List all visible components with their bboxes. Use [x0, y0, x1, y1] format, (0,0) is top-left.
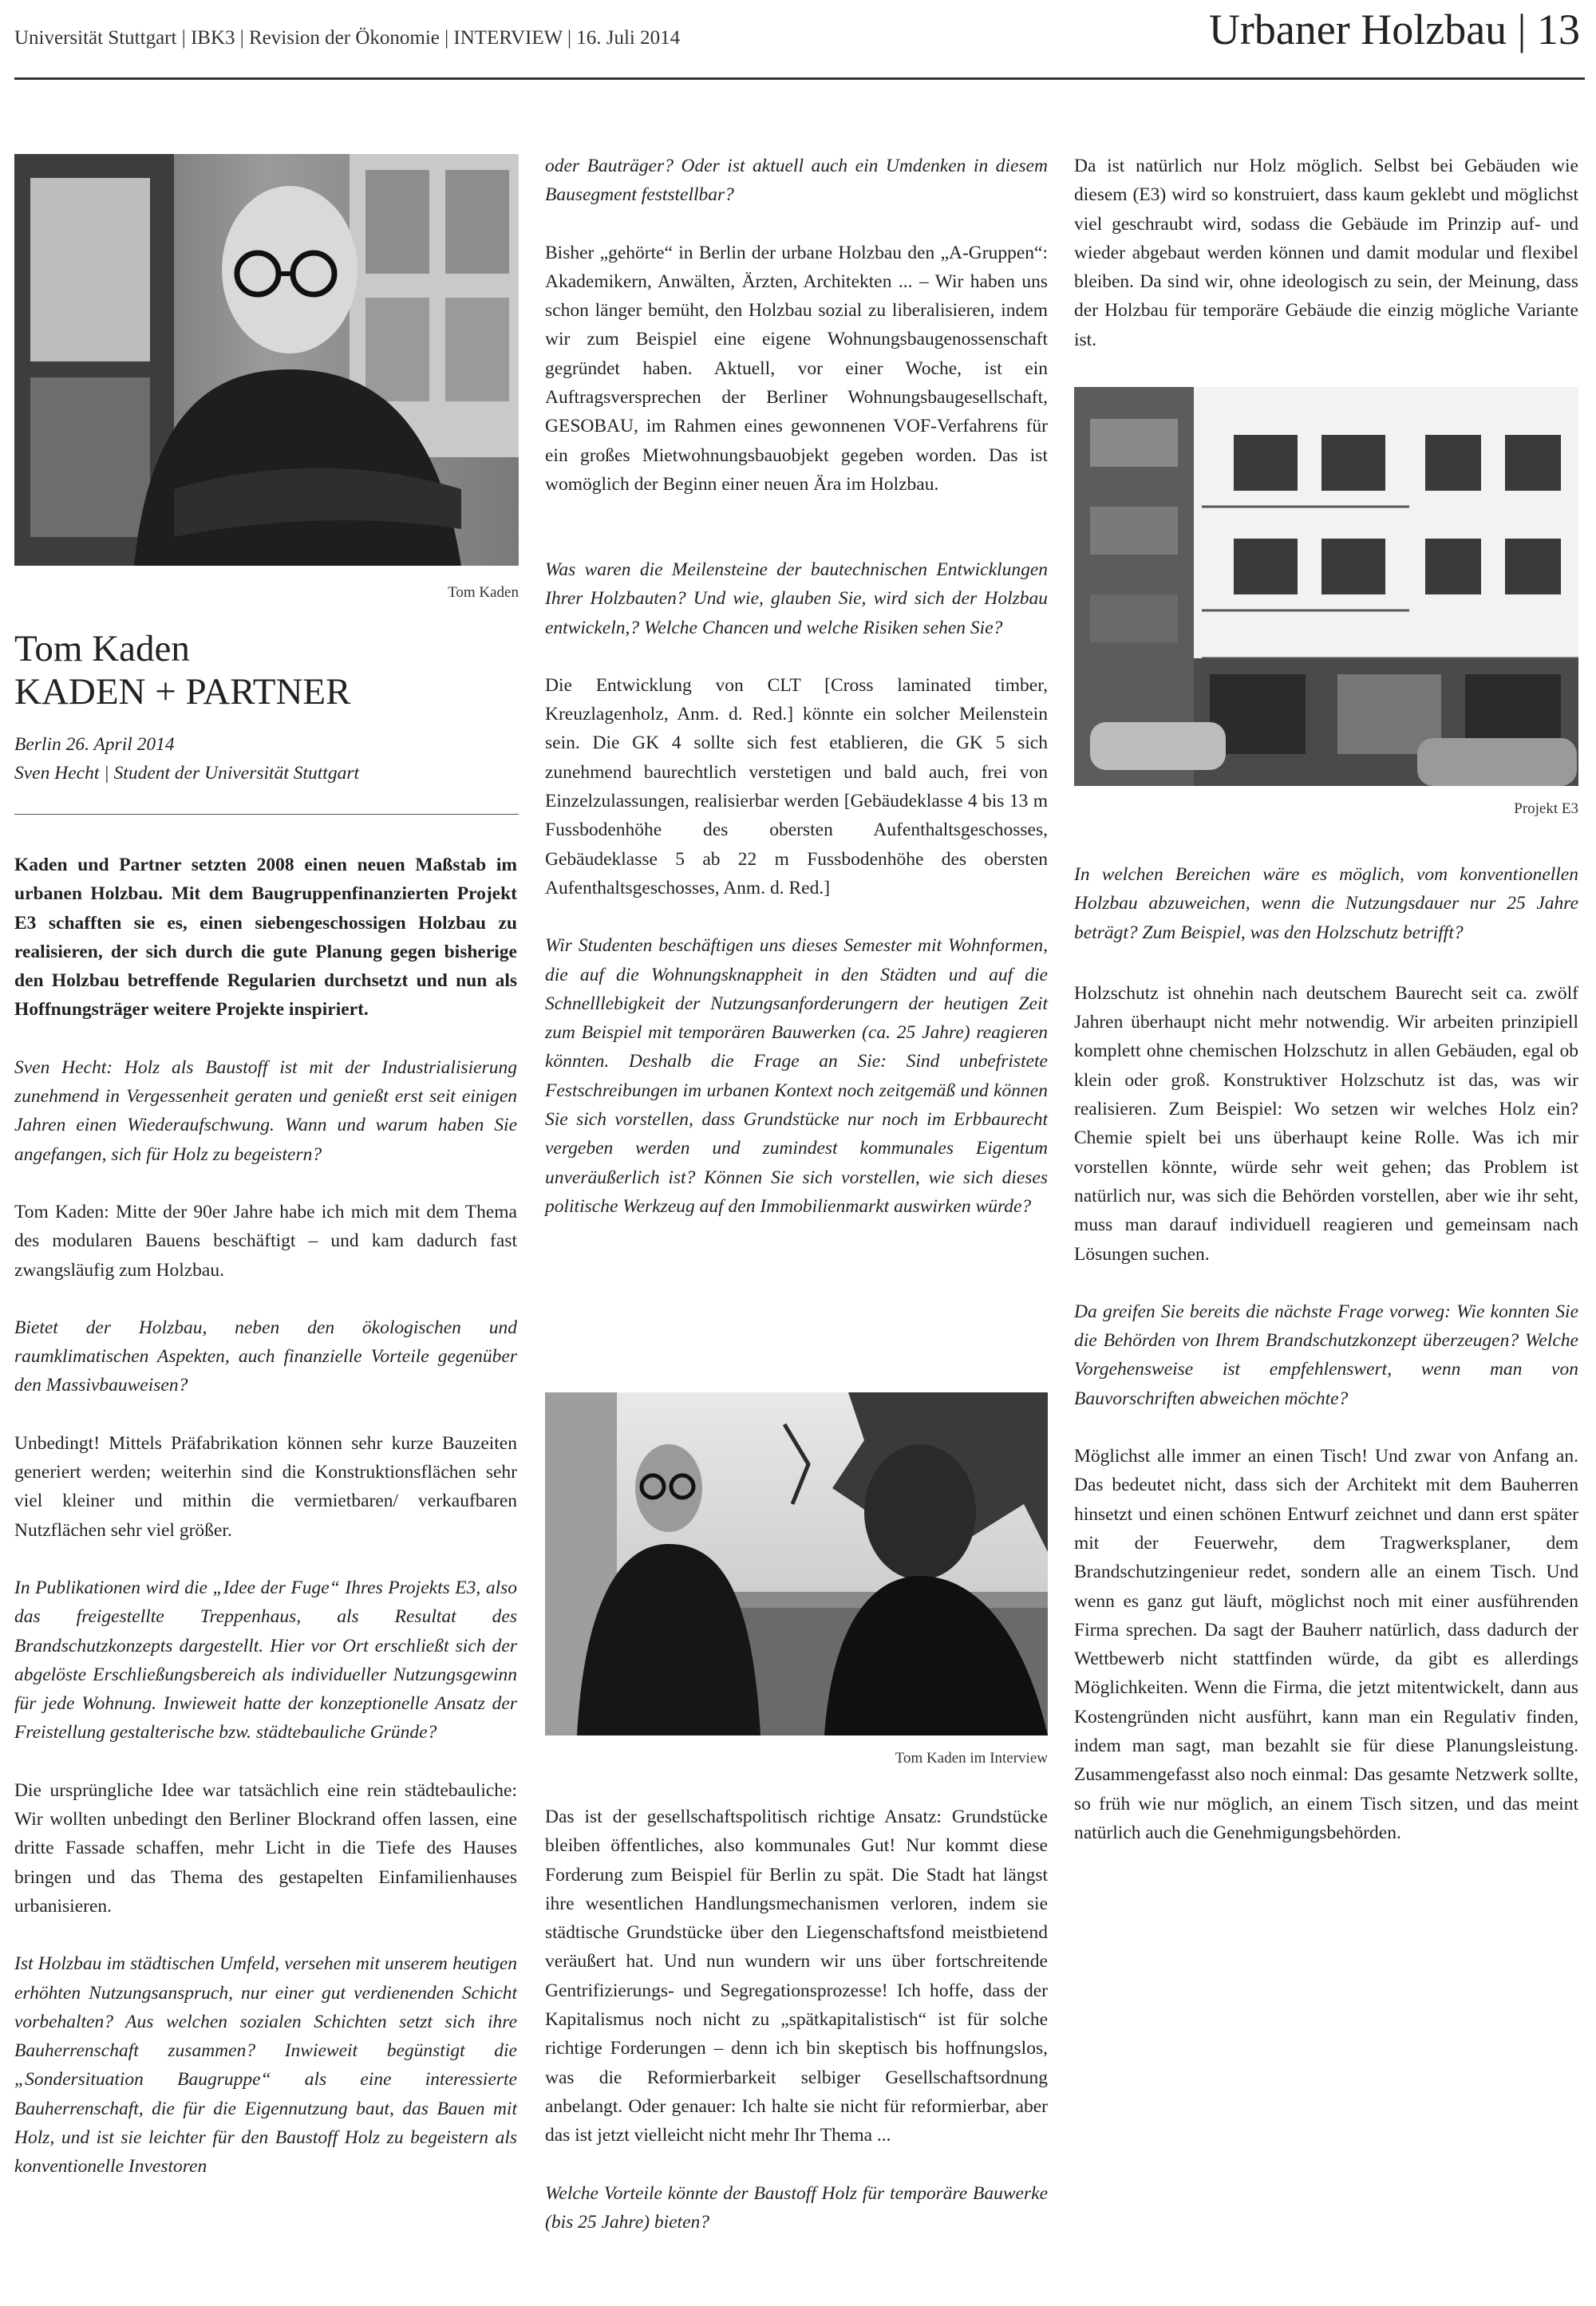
question-paragraph: In welchen Bereichen wäre es möglich, vom konventionellen Holzbau abzuweichen, wenn die Nutzungsdauer nur 25 Jahre beträgt? Zum Beispiel, was den Holzschutz betrifft?: [1074, 864, 1578, 943]
meta-rule: [14, 814, 519, 815]
question-paragraph: Welche Vorteile könnte der Baustoff Holz für temporäre Bauwerke (bis 25 Jahre) bieten?: [545, 2182, 1048, 2233]
answer-paragraph: Möglichst alle immer an einen Tisch! Und zwar von Anfang an. Das bedeutet nicht, dass sich der Architekt mit dem Bauherren hinsetzt und einen schönen Entwurf zeichnet und dann erst später mit der Feuerwehr, dem Tragwerksplaner, dem Brandschutzingenieur redet, sondern alle an einem Tisch. Und wenn es ganz gut läuft, möglichst noch mit einer ausführenden Firma sprechen. Da sagt der Bauherr natürlich, dass dadurch der Wettbewerb nicht stattfinden würde, da gibt es allerdings Möglichkeiten. Wenn die Firma, die jetzt mitentwickelt, dann aus Kostengründen nicht ausführt, kann man ein Regulativ finden, indem man sagt, man bezahlt sie für diese Planungsleistung. Zusammengefasst also noch einmal: Das gesamte Netzwerk sollte, so früh wie nur möglich, an einem Tisch sitzen, und das meint natürlich auch die Genehmigungsbehörden.: [1074, 1446, 1578, 1843]
column-2-middle: [545, 555, 1048, 1221]
answer-paragraph: Tom Kaden: Mitte der 90er Jahre habe ich mich mit dem Thema des modularen Bauens beschäftigt – und kam dadurch fast zwangsläufig zum Holzbau.: [14, 1201, 517, 1281]
page-title-number: Urbaner Holzbau | 13: [1208, 6, 1580, 53]
answer-paragraph: Die ursprüngliche Idee war tatsächlich eine rein städtebauliche: Wir wollten unbedingt den Berliner Blockrand offen lassen, eine dritte Fassade schaffen, mehr Licht in die Tiefe des Hauses bringen und das Thema des gestapelten Einfamilienhauses urbanisieren.: [14, 1779, 517, 1917]
answer-paragraph: Da ist natürlich nur Holz möglich. Selbst bei Gebäuden wie diesem (E3) wird so konstruiert, dass kaum geklebt und möglichst viel geschraubt wird, sodass die Gebäude im Prinzip auf- und wieder abgebaut werden können und damit modular und flexibel bleiben. Da sind wir, ohne ideologisch zu sein, der Meinung, dass der Holzbau für temporäre Gebäude die einzig mögliche Variante ist.: [1074, 156, 1578, 350]
column-3-top: [1074, 152, 1578, 354]
portrait-photo: [14, 154, 519, 566]
column-2-bottom: [545, 1803, 1048, 2237]
question-paragraph: Was waren die Meilensteine der bautechnischen Entwicklungen Ihrer Holzbauten? Und wie, glauben Sie, wird sich der Holzbau entwickeln,? Welche Chancen und welche Risiken sehen Sie?: [545, 559, 1048, 638]
interview-date: Berlin 26. April 2014: [14, 734, 175, 755]
answer-paragraph: Bisher „gehörte“ in Berlin der urbane Holzbau den „A-Gruppen“: Akademikern, Anwälten, Ärzten, Architekten ... – Wir haben uns schon länger bemüht, den Holzbau sozial zu liberalisieren, indem wir zum Beispiel eine eigene Wohnungsbaugenossenschaft gegründet haben. Aktuell, vor einer Woche, ist ein Auftragsversprechen der Berliner Wohnungsbaugesellschaft, GESOBAU, im Rahmen eines gewonnenen VOF-Verfahrens für ein großes Mietwohnungsbauobjekt gegeben worden. Das ist womöglich der Beginn einer neuen Ära im Holzbau.: [545, 242, 1048, 495]
header-rule: [14, 77, 1585, 80]
firm-name: KADEN + PARTNER: [14, 671, 351, 713]
question-paragraph: In Publikationen wird die „Idee der Fuge“ Ihres Projekts E3, also das freigestellte Treppenhaus, als Resultat des Brandschutzkonzepts dargestellt. Hier vor Ort erschließt sich der abgelöste Erschließungsbereich als individueller Nutzungsgewinn für jede Wohnung. Inwieweit hatte der konzeptionelle Ansatz der Freistellung gestalterische bzw. städtebauliche Gründe?: [14, 1577, 517, 1743]
question-paragraph: Bietet der Holzbau, neben den ökologischen und raumklimatischen Aspekten, auch finanzielle Vorteile gegenüber den Massivbauweisen?: [14, 1317, 517, 1396]
question-paragraph: Wir Studenten beschäftigen uns dieses Semester mit Wohnformen, die auf die Wohnungsknappheit in den Städten und auf die Schnelllebigkeit der Nutzungsanforderungern der heutigen Zeit zum Beispiel mit temporären Bauwerken (ca. 25 Jahre) reagieren könnten. Deshalb die Frage an Sie: Sind unbefristete Festschreibungen im urbanen Kontext noch zeitgemäß und können Sie sich vorstellen, dass Grundstücke nur noch im Erbbaurecht vergeben werden und zumindest kommunales Eigentum unveräußerlich ist? Können Sie sich vorstellen, wie sich dieses politische Werkzeug auf den Immobilienmarkt auswirken würde?: [545, 935, 1048, 1217]
answer-paragraph: Unbedingt! Mittels Präfabrikation können sehr kurze Bauzeiten generiert werden; weiterhin sind die Konstruktionsflächen sehr viel kleiner und mithin die vermietbaren/ verkaufbaren Nutzflächen sehr viel größer.: [14, 1432, 517, 1541]
question-paragraph: Ist Holzbau im städtischen Umfeld, versehen mit unserem heutigen erhöhten Nutzungsanspruch, nur einer gut verdienenden Schicht vorbehalten? Aus welchen sozialen Schichten setzt sich ihre Bauherrenschaft zusammen? Inwieweit begünstigt die „Sondersituation Baugruppe“ als eine interessierte Bauherrenschaft, die für die Eigennutzung baut, das Bauen mit Holz, und ist sie leichter für den Baustoff Holz zu begeistern als konventionelle Investoren: [14, 1953, 517, 2178]
answer-paragraph: Die Entwicklung von CLT [Cross laminated timber, Kreuzlagenholz, Anm. d. Red.] könnte ein solcher Meilenstein sein. Die GK 4 sollte sich fest etablieren, die GK 5 sich zunehmend baurechtlich verstetigen und bald auch, frei von Einzelzulassungen, realisierbar werden [Gebäudeklasse 4 bis 13 m Fussbodenhöhe des obersten Aufenthaltsgeschosses, Gebäudeklasse 5 ab 22 m Fussbodenhöhe des obersten Aufenthaltsgeschosses, Anm. d. Red.]: [545, 674, 1048, 898]
column-1: [14, 851, 517, 2182]
question-paragraph: oder Bauträger? Oder ist aktuell auch ein Umdenken in diesem Bausegment feststellbar?: [545, 156, 1048, 206]
column-2-top: [545, 152, 1048, 499]
running-header: Universität Stuttgart | IBK3 | Revision der Ökonomie | INTERVIEW | 16. Juli 2014: [14, 27, 681, 49]
building-photo: [1074, 387, 1578, 786]
question-paragraph: Da greifen Sie bereits die nächste Frage vorweg: Wie konnten Sie die Behörden von Ihrem Brandschutzkonzept überzeugen? Welche Vorgehensweise ist empfehlenswert, wenn man von Bauvorschriften abweichen möchte?: [1074, 1301, 1578, 1409]
column-3-bottom: [1074, 860, 1578, 1847]
interview-author: Sven Hecht | Student der Universität Stuttgart: [14, 763, 359, 784]
interview-photo: [545, 1392, 1048, 1735]
building-caption: Projekt E3: [1514, 800, 1578, 817]
interviewee-name: Tom Kaden: [14, 628, 190, 669]
answer-paragraph: Das ist der gesellschaftspolitisch richtige Ansatz: Grundstücke bleiben öffentliches, also kommunales Gut! Nur kommt diese Forderung zum Beispiel für Berlin zu spät. Die Stadt hat längst ihre wesentlichen Handlungsmechanismen verloren, indem sie städtische Grundstücke über den Liegenschaftsfond meistbietend veräußert hat. Und nun wundern wir uns über fortschreitende Gentrifizierungs- und Segregationsprozesse! Ich hoffe, dass der Kapitalismus noch nicht zu „spätkapitalistisch“ ist für solche richtige Forderungen – denn ich bin skeptisch bis hoffnungslos, was die Reformierbarkeit selbiger Gesellschaftsordnung anbelangt. Oder genauer: Ich halte sie nicht für reformierbar, aber das ist jetzt vielleicht nicht mehr Ihr Thema ...: [545, 1806, 1048, 2146]
intro-paragraph: Kaden und Partner setzten 2008 einen neuen Maßstab im urbanen Holzbau. Mit dem Baugruppenfinanzierten Projekt E3 schafften sie es, einen siebengeschossigen Holzbau zu realisieren, der sich durch die gute Planung gegen bisherige den Holzbau betreffende Regularien durchsetzt und nun als Hoffnungsträger weitere Projekte inspiriert.: [14, 855, 517, 1021]
portrait-caption: Tom Kaden: [448, 584, 519, 601]
answer-paragraph: Holzschutz ist ohnehin nach deutschem Baurecht seit ca. zwölf Jahren überhaupt nicht mehr notwendig. Wir arbeiten prinzipiell komplett ohne chemischen Holzschutz in allen Gebäuden, egal ob klein oder groß. Konstruktiver Holzschutz ist das, was wir realisieren. Zum Beispiel: Wo setzen wir welches Holz ein? Chemie spielt bei uns überhaupt keine Rolle. Was ich mir vorstellen könnte, würde sehr weit gehen; das Problem ist natürlich nur, was sich die Behörden vorstellen, aber wie ihr seht, muss man darauf individuell reagieren und gemeinsam nach Lösungen suchen.: [1074, 982, 1578, 1265]
interview-caption: Tom Kaden im Interview: [895, 1750, 1048, 1767]
question-paragraph: Sven Hecht: Holz als Baustoff ist mit der Industrialisierung zunehmend in Vergessenheit geraten und genießt erst seit einigen Jahren einen Wiederaufschwung. Wann und warum haben Sie angefangen, sich für Holz zu begeistern?: [14, 1056, 517, 1165]
